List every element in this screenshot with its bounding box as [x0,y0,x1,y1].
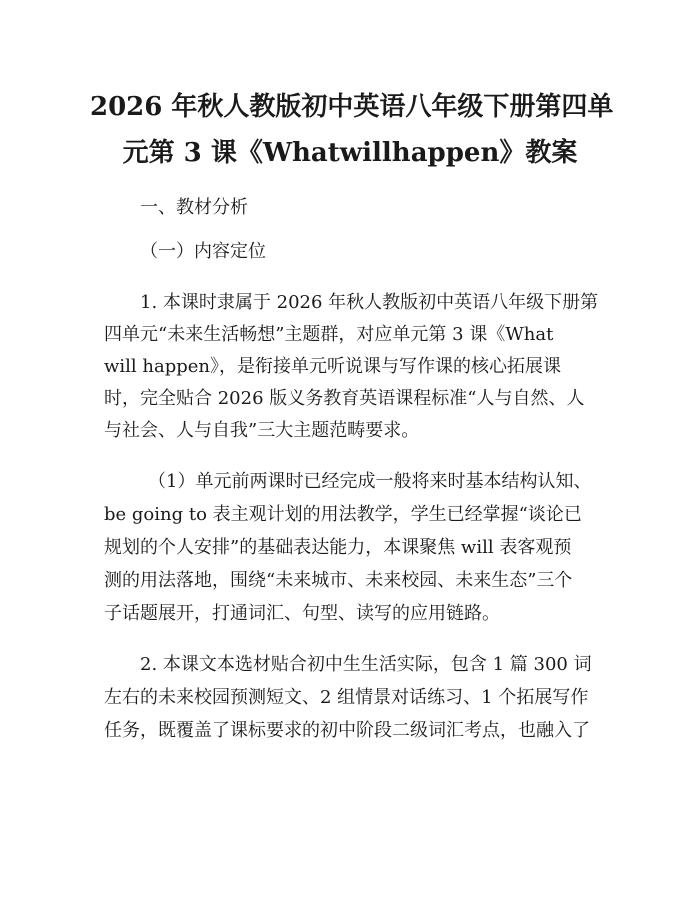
paragraph-2-line-3: 规划的个人安排”的基础表达能力，本课聚焦 will 表客观预 [104,537,572,558]
section-heading: 一、教材分析 [140,197,248,218]
paragraph-3-line-3: 任务，既覆盖了课标要求的初中阶段二级词汇考点，也融入了 [104,720,590,741]
paragraph-1-line-5: 与社会、人与自我”三大主题范畴要求。 [104,420,420,441]
paragraph-1-line-2: 四单元“未来生活畅想”主题群，对应单元第 3 课《What [104,324,554,345]
paragraph-2-line-4: 测的用法落地，围绕“未来城市、未来校园、未来生态”三个 [104,570,573,591]
document-title-line-1: 2026 年秋人教版初中英语八年级下册第四单 [90,92,614,122]
paragraph-3-line-2: 左右的未来校园预测短文、2 组情景对话练习、1 个拓展写作 [104,687,589,708]
paragraph-2-line-1: （1）单元前两课时已经完成一般将来时基本结构认知、 [148,471,592,492]
paragraph-1-line-4: 时，完全贴合 2026 版义务教育英语课程标准“人与自然、人 [104,388,585,409]
paragraph-2-line-2: be going to 表主观计划的用法教学，学生已经掌握“谈论已 [104,504,582,525]
paragraph-3-line-1: 2. 本课文本选材贴合初中生生活实际，包含 1 篇 300 词 [140,654,592,675]
paragraph-1-line-3: will happen》，是衔接单元听说课与写作课的核心拓展课 [104,356,562,377]
document-title-line-2: 元第 3 课《Whatwillhappen》教案 [122,138,578,168]
paragraph-1-line-1: 1. 本课时隶属于 2026 年秋人教版初中英语八年级下册第 [140,292,599,313]
sub-heading: （一）内容定位 [140,241,266,262]
paragraph-2-line-5: 子话题展开，打通词汇、句型、读写的应用链路。 [104,603,500,624]
